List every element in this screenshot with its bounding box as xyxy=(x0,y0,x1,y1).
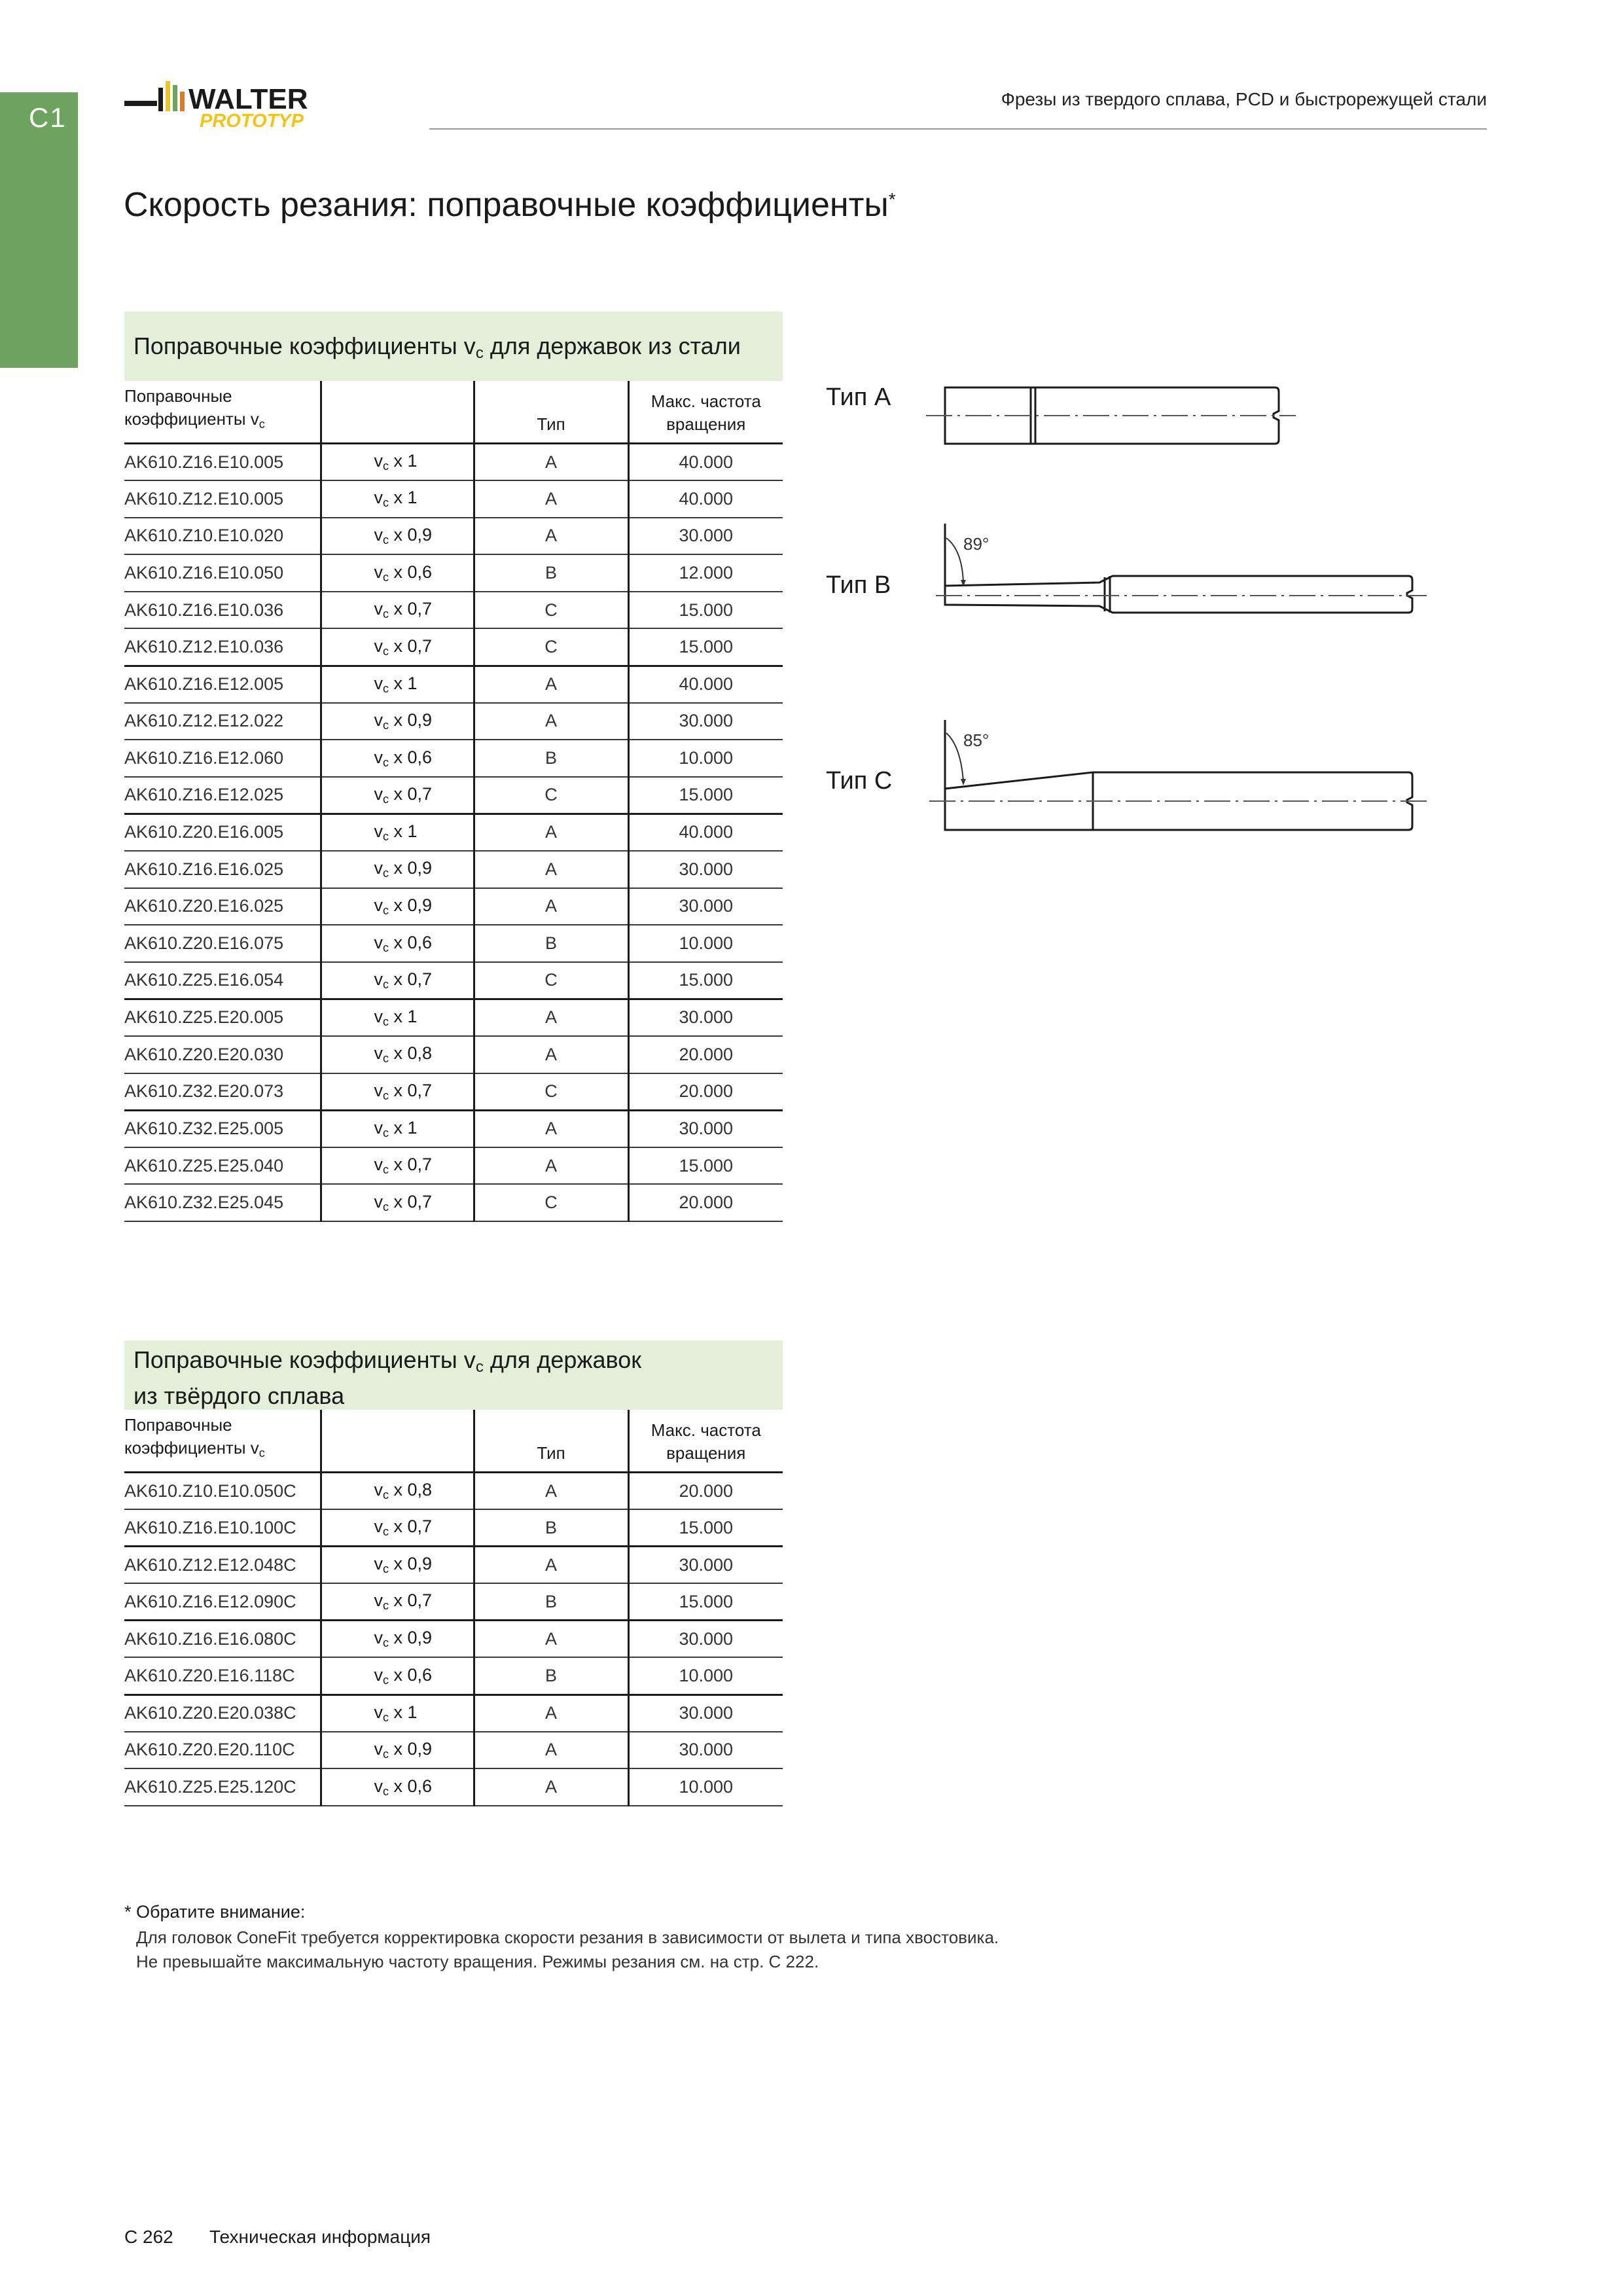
table-row xyxy=(124,628,783,666)
chapter-label: C1 xyxy=(29,102,67,133)
max-rpm: 30.000 xyxy=(628,1110,783,1147)
footer-section: Техническая информация xyxy=(209,2227,431,2247)
speed-factor: $v_c$ x 0,9 xyxy=(321,1732,474,1769)
tool-code: AK610.Z10.E10.020 xyxy=(124,518,321,555)
holder-type: A xyxy=(474,666,628,703)
table-title-line2: из твёрдого сплава xyxy=(134,1382,345,1409)
tool-code: AK610.Z16.E10.036 xyxy=(124,592,321,629)
table-row xyxy=(124,480,783,518)
max-rpm: 40.000 xyxy=(628,444,783,481)
type-c-label: Тип C xyxy=(826,767,893,795)
tool-code: AK610.Z16.E16.025 xyxy=(124,851,321,888)
tool-code: AK610.Z10.E10.050C xyxy=(124,1473,321,1510)
steel-holders-table xyxy=(124,312,783,1222)
table-row xyxy=(124,1732,783,1769)
holder-type: A xyxy=(474,1036,628,1073)
logo-bar-green xyxy=(173,85,177,111)
tool-code: AK610.Z16.E10.050 xyxy=(124,554,321,592)
type-a-drawing xyxy=(923,380,1302,452)
max-rpm: 30.000 xyxy=(628,888,783,925)
speed-factor: $v_c$ x 0,9 xyxy=(321,518,474,555)
speed-factor: $v_c$ x 0,6 xyxy=(321,554,474,592)
max-rpm: 30.000 xyxy=(628,518,783,555)
max-rpm: 20.000 xyxy=(628,1184,783,1221)
speed-factor: $v_c$ x 0,6 xyxy=(321,1657,474,1695)
holder-type: A xyxy=(474,1147,628,1185)
max-rpm: 10.000 xyxy=(628,925,783,962)
max-rpm: 30.000 xyxy=(628,1695,783,1732)
tool-code: AK610.Z32.E20.073 xyxy=(124,1073,321,1111)
table-row xyxy=(124,999,783,1036)
logo-dash xyxy=(124,101,157,106)
holder-type: A xyxy=(474,1621,628,1658)
tool-code: AK610.Z25.E16.054 xyxy=(124,962,321,999)
max-rpm: 40.000 xyxy=(628,480,783,518)
type-b-label: Тип B xyxy=(826,571,891,599)
max-rpm: 15.000 xyxy=(628,1147,783,1185)
table-row xyxy=(124,518,783,555)
page-number: C 262 xyxy=(124,2227,173,2247)
tool-code: AK610.Z12.E10.036 xyxy=(124,628,321,666)
logo-bar-black xyxy=(158,88,163,111)
chapter-tab xyxy=(0,92,78,368)
speed-factor: $v_c$ x 0,7 xyxy=(321,628,474,666)
holder-type: B xyxy=(474,740,628,777)
tool-code: AK610.Z16.E12.090C xyxy=(124,1583,321,1621)
header-type: Тип xyxy=(474,1410,628,1473)
holder-type: A xyxy=(474,1768,628,1806)
type-b-drawing xyxy=(923,517,1433,635)
tool-code: AK610.Z20.E16.075 xyxy=(124,925,321,962)
holder-type: A xyxy=(474,888,628,925)
table-row xyxy=(124,740,783,777)
header-correction: Поправочные коэффициенты $v_c$ xyxy=(124,381,321,444)
speed-factor: $v_c$ x 1 xyxy=(321,1110,474,1147)
speed-factor: $v_c$ x 0,9 xyxy=(321,851,474,888)
table-row xyxy=(124,888,783,925)
correction-table xyxy=(124,381,783,1222)
table-row xyxy=(124,1621,783,1658)
holder-type: A xyxy=(474,444,628,481)
table-header-row xyxy=(124,381,783,444)
speed-factor: $v_c$ x 0,7 xyxy=(321,1073,474,1111)
table-row xyxy=(124,1110,783,1147)
holder-type: C xyxy=(474,962,628,999)
type-c-drawing xyxy=(923,713,1433,844)
max-rpm: 15.000 xyxy=(628,1509,783,1547)
logo-bar-yellow xyxy=(166,81,170,111)
note-line-2: Не превышайте максимальную частоту вращения. Режимы резания см. на стр. C 222. xyxy=(136,1952,819,1971)
tool-code: AK610.Z20.E16.005 xyxy=(124,814,321,851)
table-row xyxy=(124,1583,783,1621)
speed-factor: $v_c$ x 0,8 xyxy=(321,1473,474,1510)
table-row xyxy=(124,814,783,851)
tool-code: AK610.Z25.E25.120C xyxy=(124,1768,321,1806)
table-row xyxy=(124,1695,783,1732)
max-rpm: 40.000 xyxy=(628,814,783,851)
table-title-sub: c xyxy=(475,1358,484,1376)
speed-factor: $v_c$ x 1 xyxy=(321,999,474,1036)
max-rpm: 20.000 xyxy=(628,1073,783,1111)
holder-type: C xyxy=(474,628,628,666)
max-rpm: 15.000 xyxy=(628,1583,783,1621)
holder-type: B xyxy=(474,925,628,962)
holder-type: A xyxy=(474,1547,628,1584)
holder-type: B xyxy=(474,1657,628,1695)
table-row xyxy=(124,1036,783,1073)
tool-code: AK610.Z25.E25.040 xyxy=(124,1147,321,1185)
max-rpm: 30.000 xyxy=(628,1621,783,1658)
table-title-text-end: для державок из стали xyxy=(483,332,741,359)
table-title-sub: c xyxy=(475,344,484,362)
table-title xyxy=(124,312,783,381)
speed-factor: $v_c$ x 1 xyxy=(321,1695,474,1732)
max-rpm: 15.000 xyxy=(628,628,783,666)
tool-code: AK610.Z20.E16.118C xyxy=(124,1657,321,1695)
table-title-text: Поправочные коэффициенты v xyxy=(134,1346,476,1373)
speed-factor: $v_c$ x 1 xyxy=(321,480,474,518)
table-row xyxy=(124,666,783,703)
tool-code: AK610.Z16.E16.080C xyxy=(124,1621,321,1658)
header-factor xyxy=(321,1410,474,1473)
header-max-rpm: Макс. частота вращения xyxy=(628,381,783,444)
speed-factor: $v_c$ x 0,9 xyxy=(321,888,474,925)
max-rpm: 20.000 xyxy=(628,1036,783,1073)
header-title: Фрезы из твердого сплава, PCD и быстрорежущей стали xyxy=(1001,89,1487,109)
table-row xyxy=(124,1547,783,1584)
max-rpm: 20.000 xyxy=(628,1473,783,1510)
speed-factor: $v_c$ x 0,9 xyxy=(321,703,474,740)
tool-code: AK610.Z20.E16.025 xyxy=(124,888,321,925)
page-title-text: Скорость резания: поправочные коэффициенты xyxy=(124,186,889,224)
walter-prototyp-logo xyxy=(124,59,406,134)
table-row xyxy=(124,1147,783,1185)
holder-type: A xyxy=(474,814,628,851)
max-rpm: 12.000 xyxy=(628,554,783,592)
speed-factor: $v_c$ x 0,9 xyxy=(321,1547,474,1584)
note-title: * Обратите внимание: xyxy=(124,1902,306,1922)
table-row xyxy=(124,1657,783,1695)
table-row xyxy=(124,777,783,814)
tool-code: AK610.Z25.E20.005 xyxy=(124,999,321,1036)
angle-85: 85° xyxy=(963,730,990,750)
holder-type: C xyxy=(474,777,628,814)
table-header-row xyxy=(124,1410,783,1473)
table-row xyxy=(124,1184,783,1221)
table-row xyxy=(124,962,783,999)
tool-code: AK610.Z12.E12.048C xyxy=(124,1547,321,1584)
header-factor xyxy=(321,381,474,444)
speed-factor: $v_c$ x 0,6 xyxy=(321,1768,474,1806)
table-row xyxy=(124,1509,783,1547)
logo-brand: WALTER xyxy=(188,83,308,115)
tool-code: AK610.Z16.E10.005 xyxy=(124,444,321,481)
tool-code: AK610.Z16.E12.060 xyxy=(124,740,321,777)
table-row xyxy=(124,703,783,740)
logo-bar-orange xyxy=(180,92,185,111)
max-rpm: 10.000 xyxy=(628,740,783,777)
max-rpm: 10.000 xyxy=(628,1768,783,1806)
max-rpm: 15.000 xyxy=(628,777,783,814)
speed-factor: $v_c$ x 1 xyxy=(321,814,474,851)
holder-type: A xyxy=(474,518,628,555)
max-rpm: 15.000 xyxy=(628,592,783,629)
table-row xyxy=(124,1473,783,1510)
tool-code: AK610.Z16.E12.005 xyxy=(124,666,321,703)
table-row xyxy=(124,444,783,481)
tool-code: AK610.Z20.E20.110C xyxy=(124,1732,321,1769)
max-rpm: 30.000 xyxy=(628,1732,783,1769)
header-rule xyxy=(429,128,1487,130)
table-row xyxy=(124,925,783,962)
table-row xyxy=(124,1073,783,1111)
max-rpm: 10.000 xyxy=(628,1657,783,1695)
table-row xyxy=(124,554,783,592)
holder-type: A xyxy=(474,703,628,740)
speed-factor: $v_c$ x 0,7 xyxy=(321,777,474,814)
max-rpm: 30.000 xyxy=(628,703,783,740)
logo-sub: PROTOTYP xyxy=(200,111,304,132)
header-correction: Поправочные коэффициенты $v_c$ xyxy=(124,1410,321,1473)
holder-type: A xyxy=(474,1695,628,1732)
page-title xyxy=(124,185,896,224)
speed-factor: $v_c$ x 0,7 xyxy=(321,1147,474,1185)
tool-code: AK610.Z32.E25.045 xyxy=(124,1184,321,1221)
holder-type: A xyxy=(474,1473,628,1510)
holder-type: C xyxy=(474,592,628,629)
holder-type: A xyxy=(474,1110,628,1147)
speed-factor: $v_c$ x 0,7 xyxy=(321,962,474,999)
max-rpm: 15.000 xyxy=(628,962,783,999)
max-rpm: 30.000 xyxy=(628,1547,783,1584)
correction-table xyxy=(124,1410,783,1806)
speed-factor: $v_c$ x 0,7 xyxy=(321,1509,474,1547)
max-rpm: 30.000 xyxy=(628,999,783,1036)
table-row xyxy=(124,851,783,888)
table-title-text-end: для державок xyxy=(483,1346,641,1373)
page-title-mark: * xyxy=(888,189,896,209)
note-line-1: Для головок ConeFit требуется корректировка скорости резания в зависимости от вылета и типа хвостовика. xyxy=(136,1928,999,1947)
table-row xyxy=(124,1768,783,1806)
header-max-rpm: Макс. частота вращения xyxy=(628,1410,783,1473)
holder-type: A xyxy=(474,1732,628,1769)
table-title-text: Поправочные коэффициенты v xyxy=(134,332,476,359)
speed-factor: $v_c$ x 0,9 xyxy=(321,1621,474,1658)
tool-code: AK610.Z20.E20.030 xyxy=(124,1036,321,1073)
header-type: Тип xyxy=(474,381,628,444)
tool-code: AK610.Z16.E12.025 xyxy=(124,777,321,814)
speed-factor: $v_c$ x 1 xyxy=(321,444,474,481)
holder-type: A xyxy=(474,480,628,518)
max-rpm: 30.000 xyxy=(628,851,783,888)
speed-factor: $v_c$ x 0,6 xyxy=(321,740,474,777)
speed-factor: $v_c$ x 0,7 xyxy=(321,1583,474,1621)
holder-type: B xyxy=(474,1583,628,1621)
angle-89: 89° xyxy=(963,534,990,554)
max-rpm: 40.000 xyxy=(628,666,783,703)
speed-factor: $v_c$ x 1 xyxy=(321,666,474,703)
speed-factor: $v_c$ x 0,6 xyxy=(321,925,474,962)
speed-factor: $v_c$ x 0,8 xyxy=(321,1036,474,1073)
holder-type: C xyxy=(474,1184,628,1221)
holder-type: C xyxy=(474,1073,628,1111)
tool-code: AK610.Z12.E12.022 xyxy=(124,703,321,740)
holder-type: B xyxy=(474,554,628,592)
holder-type: B xyxy=(474,1509,628,1547)
type-a-label: Тип A xyxy=(826,384,891,411)
tool-code: AK610.Z16.E10.100C xyxy=(124,1509,321,1547)
speed-factor: $v_c$ x 0,7 xyxy=(321,592,474,629)
holder-type: A xyxy=(474,999,628,1036)
holder-type: A xyxy=(474,851,628,888)
tool-code: AK610.Z12.E10.005 xyxy=(124,480,321,518)
table-title xyxy=(124,1340,783,1410)
table-row xyxy=(124,592,783,629)
tool-code: AK610.Z20.E20.038C xyxy=(124,1695,321,1732)
speed-factor: $v_c$ x 0,7 xyxy=(321,1184,474,1221)
tool-code: AK610.Z32.E25.005 xyxy=(124,1110,321,1147)
carbide-holders-table xyxy=(124,1340,783,1806)
